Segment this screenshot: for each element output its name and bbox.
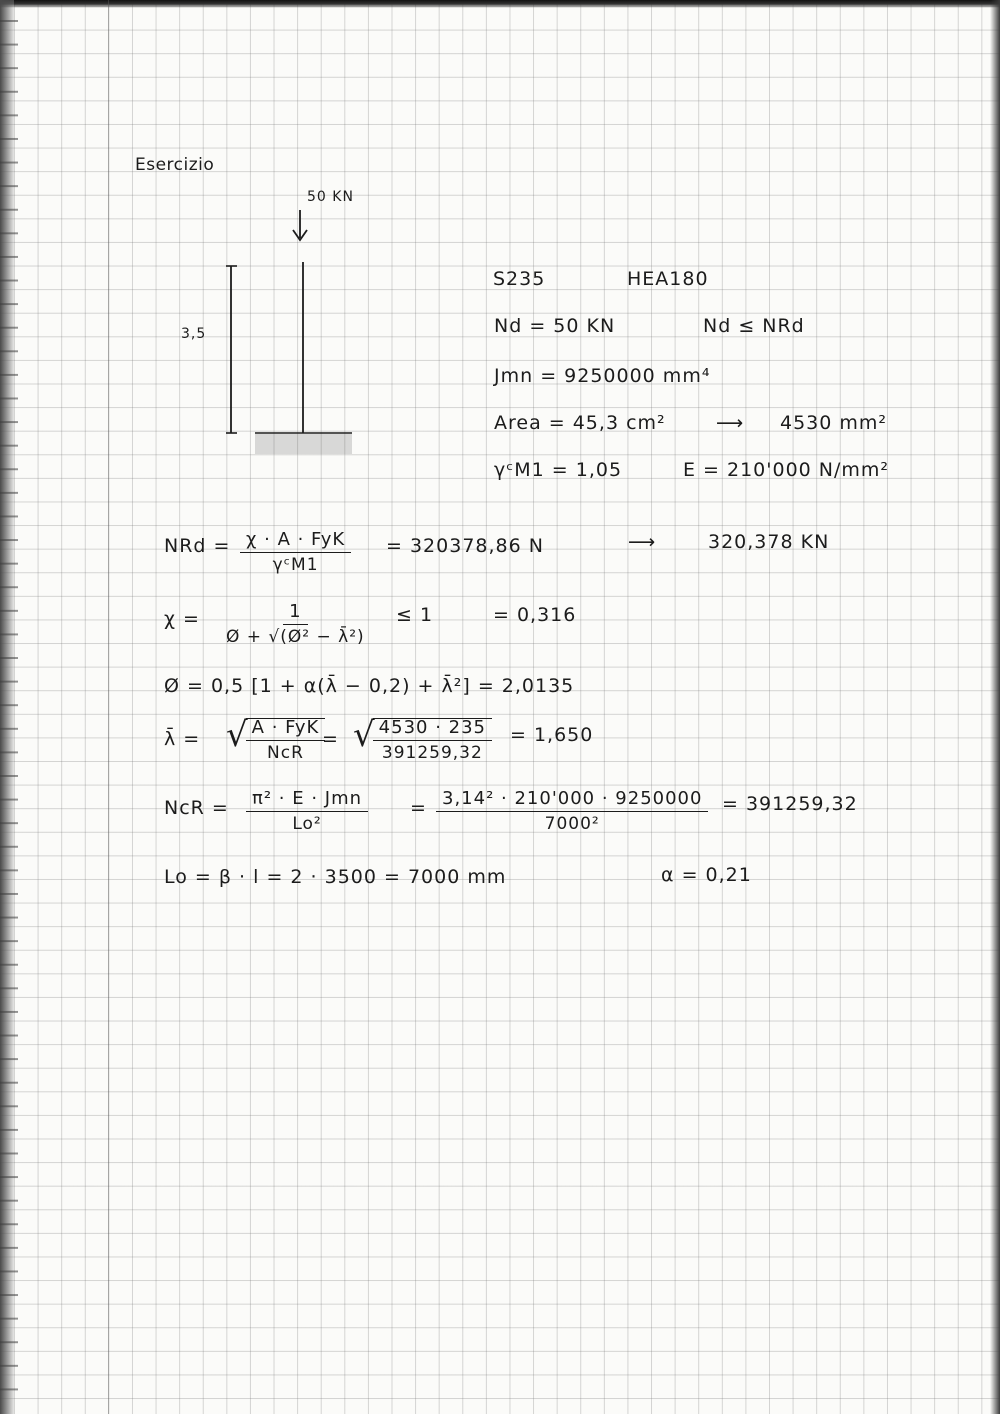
profile-name: HEA180 xyxy=(627,268,709,290)
chi-result: = 0,316 xyxy=(493,604,577,626)
chi-condition: ≤ 1 xyxy=(396,604,434,626)
phi-equation: Ø = 0,5 [1 + α(λ̄ − 0,2) + λ̄²] = 2,0135 xyxy=(164,675,575,697)
lambda-lhs: λ̄ = xyxy=(164,728,201,750)
nrd-denominator: γᶜM1 xyxy=(272,555,319,575)
length-label: 3,5 xyxy=(181,326,207,342)
chi-denominator: Ø + √(Ø² − λ̄²) xyxy=(226,627,365,647)
sqrt-icon: √ xyxy=(353,715,375,755)
load-arrow-head xyxy=(293,230,307,240)
nrd-fraction xyxy=(240,531,351,574)
lambda-radicand-1 xyxy=(246,718,326,762)
lambda-denominator-1: NcR xyxy=(267,743,304,763)
safety-factor: γᶜM1 = 1,05 xyxy=(494,459,623,481)
effective-length: Lo = β · l = 2 · 3500 = 7000 mm xyxy=(164,866,507,888)
ncr-fraction-1 xyxy=(246,790,368,833)
ncr-numerator-1: π² · E · Jmn xyxy=(246,790,368,812)
ncr-denominator-2: 7000² xyxy=(544,814,600,834)
binding-holes xyxy=(0,20,18,1400)
imperfection-factor: α = 0,21 xyxy=(661,864,752,886)
verification-condition: Nd ≤ NRd xyxy=(703,315,805,337)
ncr-denominator-1: Lo² xyxy=(292,814,322,834)
nrd-numerator: χ · A · FyK xyxy=(240,531,351,553)
nrd-arrow: ⟶ xyxy=(628,531,657,553)
section-area-mm: 4530 mm² xyxy=(780,412,888,434)
nrd-result-kn: 320,378 KN xyxy=(708,531,830,553)
fixed-support-hatch xyxy=(255,434,352,454)
ncr-equals: = xyxy=(410,797,427,819)
lambda-numerator-1: A · FyK xyxy=(246,719,326,741)
ncr-lhs: NcR = xyxy=(164,797,229,819)
exercise-title: Esercizio xyxy=(135,155,215,175)
page-right-edge xyxy=(990,0,1000,1414)
steel-grade: S235 xyxy=(493,268,546,290)
lambda-result: = 1,650 xyxy=(510,724,594,746)
sqrt-icon: √ xyxy=(226,715,248,755)
chi-fraction xyxy=(226,603,365,646)
lambda-sqrt-1 xyxy=(226,715,325,763)
nrd-lhs: NRd = xyxy=(164,535,231,557)
ncr-fraction-2 xyxy=(436,790,708,833)
moment-of-inertia: Jmn = 9250000 mm⁴ xyxy=(494,365,711,387)
lambda-denominator-2: 391259,32 xyxy=(381,743,483,763)
page-top-edge xyxy=(0,0,1000,8)
margin-line xyxy=(108,0,109,1414)
section-area: Area = 45,3 cm² xyxy=(494,412,666,434)
ncr-numerator-2: 3,14² · 210'000 · 9250000 xyxy=(436,790,708,812)
ncr-result: = 391259,32 xyxy=(722,793,858,815)
chi-numerator: 1 xyxy=(283,603,307,625)
lambda-equals: = xyxy=(322,728,339,750)
axial-load: Nd = 50 KN xyxy=(494,315,616,337)
lambda-radicand-2 xyxy=(373,718,492,762)
elastic-modulus: E = 210'000 N/mm² xyxy=(683,459,890,481)
chi-lhs: χ = xyxy=(164,608,200,630)
load-label: 50 KN xyxy=(307,189,354,205)
lambda-numerator-2: 4530 · 235 xyxy=(373,719,492,741)
conversion-arrow: ⟶ xyxy=(716,412,745,434)
lambda-sqrt-2 xyxy=(353,715,492,763)
nrd-result-n: = 320378,86 N xyxy=(386,535,544,557)
